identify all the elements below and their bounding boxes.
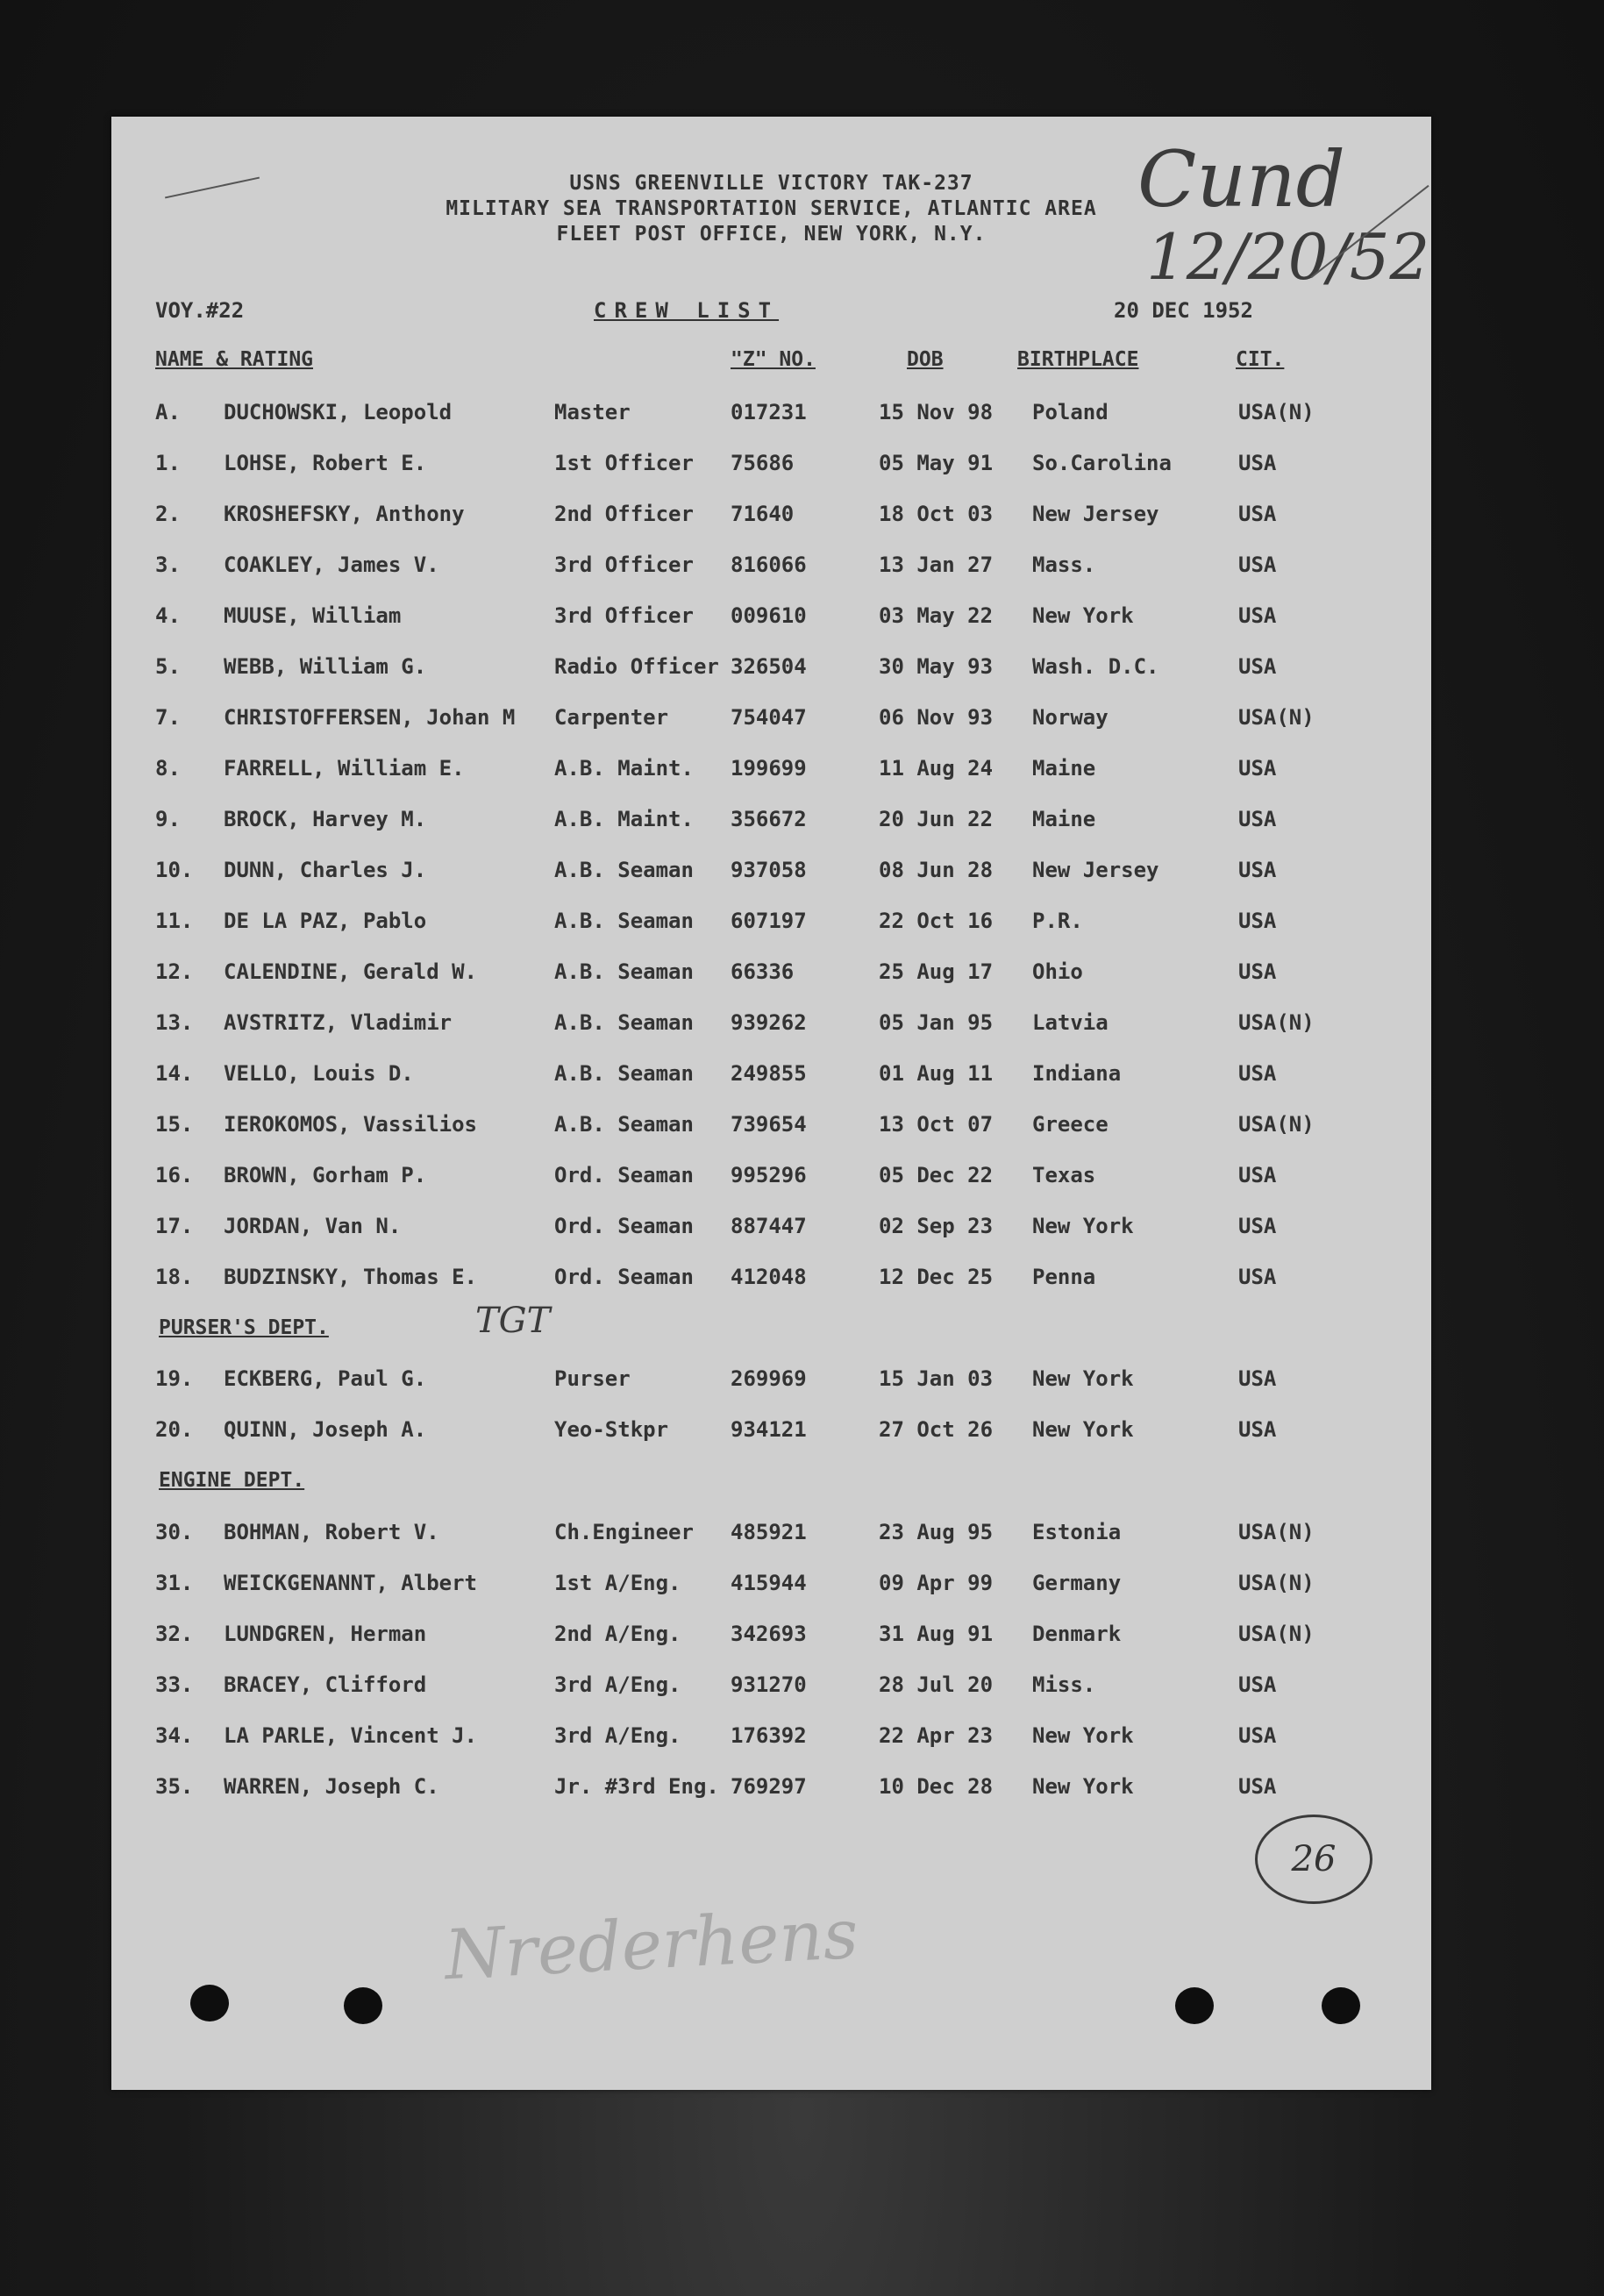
crew-rating: Ch.Engineer: [554, 1520, 694, 1544]
crew-num: 18.: [155, 1265, 194, 1289]
crew-dob: 05 Jan 95: [879, 1010, 994, 1035]
crew-name: WARREN, Joseph C.: [224, 1774, 439, 1799]
crew-z: 75686: [731, 451, 795, 475]
punch-hole: [1322, 1987, 1360, 2024]
crew-rating: Radio Officer: [554, 654, 719, 679]
crew-num: 9.: [155, 807, 181, 831]
crew-name: LOHSE, Robert E.: [224, 451, 427, 475]
crew-cit: USA: [1238, 959, 1277, 984]
crew-dob: 28 Jul 20: [879, 1672, 994, 1697]
crew-birthplace: Wash. D.C.: [1032, 654, 1159, 679]
crew-dob: 05 Dec 22: [879, 1163, 994, 1187]
crew-z: 412048: [731, 1265, 807, 1289]
crew-num: 15.: [155, 1112, 194, 1137]
crew-rating: A.B. Seaman: [554, 1112, 694, 1137]
crew-dob: 12 Dec 25: [879, 1265, 994, 1289]
crew-cit: USA(N): [1238, 1571, 1315, 1595]
crew-birthplace: So.Carolina: [1032, 451, 1172, 475]
crew-rating: A.B. Seaman: [554, 1010, 694, 1035]
crew-dob: 27 Oct 26: [879, 1417, 994, 1442]
crew-rating: Yeo-Stkpr: [554, 1417, 669, 1442]
crew-rating: Purser: [554, 1366, 631, 1391]
crew-num: 3.: [155, 553, 181, 577]
crew-name: DE LA PAZ, Pablo: [224, 909, 427, 933]
crew-row: [111, 756, 1431, 791]
list-date: 20 DEC 1952: [1114, 298, 1253, 323]
crew-name: ECKBERG, Paul G.: [224, 1366, 427, 1391]
crew-row: [111, 1366, 1431, 1401]
crew-z: 739654: [731, 1112, 807, 1137]
crew-row: [111, 1112, 1431, 1147]
crew-z: 176392: [731, 1723, 807, 1748]
crew-name: VELLO, Louis D.: [224, 1061, 414, 1086]
crew-z: 415944: [731, 1571, 807, 1595]
column-z-no: "Z" NO.: [731, 348, 816, 371]
crew-z: 769297: [731, 1774, 807, 1799]
crew-num: 31.: [155, 1571, 194, 1595]
crew-rating: A.B. Maint.: [554, 807, 694, 831]
handwritten-tgt: TGT: [475, 1301, 551, 1341]
crew-cit: USA: [1238, 1723, 1277, 1748]
crew-dob: 15 Nov 98: [879, 400, 994, 424]
crew-name: CHRISTOFFERSEN, Johan M: [224, 705, 516, 730]
crew-cit: USA(N): [1238, 1520, 1315, 1544]
crew-name: WEBB, William G.: [224, 654, 427, 679]
crew-num: 20.: [155, 1417, 194, 1442]
crew-num: 2.: [155, 502, 181, 526]
crew-num: A.: [155, 400, 181, 424]
header-line-3: FLEET POST OFFICE, NEW YORK, N.Y.: [556, 223, 987, 246]
crew-birthplace: Mass.: [1032, 553, 1096, 577]
crew-name: COAKLEY, James V.: [224, 553, 439, 577]
crew-z: 931270: [731, 1672, 807, 1697]
crew-row: [111, 1571, 1431, 1606]
crew-z: 887447: [731, 1214, 807, 1238]
list-title: CREW LIST: [594, 298, 780, 323]
crew-z: 66336: [731, 959, 795, 984]
crew-row: [111, 400, 1431, 435]
crew-num: 8.: [155, 756, 181, 781]
crew-dob: 10 Dec 28: [879, 1774, 994, 1799]
crew-cit: USA: [1238, 1417, 1277, 1442]
crew-name: BOHMAN, Robert V.: [224, 1520, 439, 1544]
crew-z: 249855: [731, 1061, 807, 1086]
crew-rating: A.B. Maint.: [554, 756, 694, 781]
crew-birthplace: New Jersey: [1032, 502, 1159, 526]
crew-row: [111, 807, 1431, 842]
crew-dob: 23 Aug 95: [879, 1520, 994, 1544]
crew-cit: USA: [1238, 1774, 1277, 1799]
crew-birthplace: Poland: [1032, 400, 1109, 424]
crew-cit: USA(N): [1238, 705, 1315, 730]
crew-cit: USA: [1238, 1265, 1277, 1289]
crew-name: KROSHEFSKY, Anthony: [224, 502, 465, 526]
crew-birthplace: P.R.: [1032, 909, 1083, 933]
crew-birthplace: Penna: [1032, 1265, 1096, 1289]
crew-cit: USA(N): [1238, 1010, 1315, 1035]
crew-row: [111, 705, 1431, 740]
crew-row: [111, 553, 1431, 588]
crew-dob: 05 May 91: [879, 451, 994, 475]
crew-cit: USA: [1238, 858, 1277, 882]
crew-z: 017231: [731, 400, 807, 424]
crew-dob: 13 Jan 27: [879, 553, 994, 577]
crew-z: 326504: [731, 654, 807, 679]
crew-birthplace: Estonia: [1032, 1520, 1122, 1544]
crew-birthplace: Maine: [1032, 807, 1096, 831]
crew-dob: 06 Nov 93: [879, 705, 994, 730]
voyage-number: VOY.#22: [155, 298, 245, 323]
crew-cit: USA: [1238, 502, 1277, 526]
crew-cit: USA: [1238, 603, 1277, 628]
crew-num: 13.: [155, 1010, 194, 1035]
crew-z: 995296: [731, 1163, 807, 1187]
crew-rating: A.B. Seaman: [554, 959, 694, 984]
handwritten-approval: Cund: [1137, 134, 1346, 225]
crew-dob: 22 Oct 16: [879, 909, 994, 933]
crew-birthplace: Denmark: [1032, 1622, 1122, 1646]
crew-rating: A.B. Seaman: [554, 1061, 694, 1086]
crew-cit: USA: [1238, 756, 1277, 781]
crew-name: DUNN, Charles J.: [224, 858, 427, 882]
crew-row: [111, 1163, 1431, 1198]
crew-rating: 3rd A/Eng.: [554, 1723, 681, 1748]
crew-row: [111, 451, 1431, 486]
crew-birthplace: New York: [1032, 1366, 1134, 1391]
crew-z: 939262: [731, 1010, 807, 1035]
crew-z: 342693: [731, 1622, 807, 1646]
crew-rating: 1st Officer: [554, 451, 694, 475]
crew-cit: USA(N): [1238, 1622, 1315, 1646]
crew-dob: 31 Aug 91: [879, 1622, 994, 1646]
crew-row: [111, 1774, 1431, 1809]
crew-row: [111, 1417, 1431, 1452]
crew-birthplace: Miss.: [1032, 1672, 1096, 1697]
crew-dob: 20 Jun 22: [879, 807, 994, 831]
punch-hole: [1175, 1987, 1214, 2024]
crew-row: [111, 1265, 1431, 1300]
crew-birthplace: Texas: [1032, 1163, 1096, 1187]
column-name-rating: NAME & RATING: [155, 348, 314, 371]
crew-name: IEROKOMOS, Vassilios: [224, 1112, 477, 1137]
crew-num: 34.: [155, 1723, 194, 1748]
crew-birthplace: New York: [1032, 1723, 1134, 1748]
crew-num: 11.: [155, 909, 194, 933]
crew-name: DUCHOWSKI, Leopold: [224, 400, 453, 424]
crew-z: 356672: [731, 807, 807, 831]
crew-name: BUDZINSKY, Thomas E.: [224, 1265, 477, 1289]
crew-row: [111, 502, 1431, 537]
crew-rating: 3rd Officer: [554, 553, 694, 577]
crew-rating: A.B. Seaman: [554, 858, 694, 882]
crew-name: LUNDGREN, Herman: [224, 1622, 427, 1646]
crew-rating: Ord. Seaman: [554, 1163, 694, 1187]
crew-cit: USA(N): [1238, 400, 1315, 424]
crew-name: JORDAN, Van N.: [224, 1214, 402, 1238]
crew-row: [111, 1520, 1431, 1555]
crew-name: BRACEY, Clifford: [224, 1672, 427, 1697]
crew-name: QUINN, Joseph A.: [224, 1417, 427, 1442]
crew-z: 199699: [731, 756, 807, 781]
crew-row: [111, 1214, 1431, 1249]
crew-cit: USA: [1238, 1163, 1277, 1187]
engine-dept-heading: ENGINE DEPT.: [159, 1469, 305, 1492]
crew-cit: USA: [1238, 553, 1277, 577]
crew-row: [111, 1672, 1431, 1708]
crew-num: 4.: [155, 603, 181, 628]
pursers-dept-heading: PURSER'S DEPT.: [159, 1316, 329, 1339]
punch-hole: [344, 1987, 382, 2024]
crew-birthplace: Greece: [1032, 1112, 1109, 1137]
crew-birthplace: Latvia: [1032, 1010, 1109, 1035]
column-birthplace: BIRTHPLACE: [1017, 348, 1139, 371]
crew-z: 937058: [731, 858, 807, 882]
crew-dob: 30 May 93: [879, 654, 994, 679]
crew-cit: USA: [1238, 1672, 1277, 1697]
crew-birthplace: New York: [1032, 1417, 1134, 1442]
crew-name: WEICKGENANNT, Albert: [224, 1571, 477, 1595]
crew-z: 009610: [731, 603, 807, 628]
crew-num: 7.: [155, 705, 181, 730]
crew-dob: 02 Sep 23: [879, 1214, 994, 1238]
crew-num: 19.: [155, 1366, 194, 1391]
crew-rating: 2nd Officer: [554, 502, 694, 526]
crew-name: MUUSE, William: [224, 603, 402, 628]
crew-birthplace: Maine: [1032, 756, 1096, 781]
crew-birthplace: New York: [1032, 1774, 1134, 1799]
crew-rating: Ord. Seaman: [554, 1214, 694, 1238]
crew-name: BROCK, Harvey M.: [224, 807, 427, 831]
crew-name: LA PARLE, Vincent J.: [224, 1723, 477, 1748]
crew-birthplace: Ohio: [1032, 959, 1083, 984]
crew-rating: Ord. Seaman: [554, 1265, 694, 1289]
crew-rating: 3rd Officer: [554, 603, 694, 628]
crew-birthplace: Germany: [1032, 1571, 1122, 1595]
crew-num: 14.: [155, 1061, 194, 1086]
crew-cit: USA: [1238, 909, 1277, 933]
crew-num: 10.: [155, 858, 194, 882]
column-dob: DOB: [907, 348, 944, 371]
crew-z: 71640: [731, 502, 795, 526]
crew-cit: USA: [1238, 1366, 1277, 1391]
crew-rating: Carpenter: [554, 705, 669, 730]
crew-row: [111, 858, 1431, 893]
crew-dob: 18 Oct 03: [879, 502, 994, 526]
crew-num: 17.: [155, 1214, 194, 1238]
page-number-circled: [1255, 1815, 1372, 1904]
crew-num: 1.: [155, 451, 181, 475]
crew-rating: Jr. #3rd Eng.: [554, 1774, 719, 1799]
crew-z: 485921: [731, 1520, 807, 1544]
crew-dob: 25 Aug 17: [879, 959, 994, 984]
crew-dob: 13 Oct 07: [879, 1112, 994, 1137]
crew-row: [111, 603, 1431, 638]
crew-cit: USA: [1238, 1061, 1277, 1086]
crew-z: 269969: [731, 1366, 807, 1391]
crew-cit: USA(N): [1238, 1112, 1315, 1137]
crew-birthplace: Indiana: [1032, 1061, 1122, 1086]
crew-cit: USA: [1238, 654, 1277, 679]
crew-row: [111, 1010, 1431, 1045]
punch-hole: [190, 1985, 229, 2021]
crew-num: 30.: [155, 1520, 194, 1544]
crew-dob: 08 Jun 28: [879, 858, 994, 882]
crew-rating: A.B. Seaman: [554, 909, 694, 933]
crew-row: [111, 959, 1431, 995]
crew-cit: USA: [1238, 451, 1277, 475]
crew-row: [111, 909, 1431, 944]
page-number: 26: [1291, 1839, 1337, 1879]
crew-num: 35.: [155, 1774, 194, 1799]
crew-num: 32.: [155, 1622, 194, 1646]
crew-name: AVSTRITZ, Vladimir: [224, 1010, 453, 1035]
crew-cit: USA: [1238, 807, 1277, 831]
faint-signature: Nrederhens: [442, 1894, 860, 1996]
header-line-2: MILITARY SEA TRANSPORTATION SERVICE, ATLANTIC AREA: [446, 197, 1097, 220]
crew-row: [111, 1622, 1431, 1657]
crew-dob: 09 Apr 99: [879, 1571, 994, 1595]
crew-rating: 3rd A/Eng.: [554, 1672, 681, 1697]
crew-dob: 15 Jan 03: [879, 1366, 994, 1391]
crew-birthplace: New York: [1032, 603, 1134, 628]
crew-dob: 11 Aug 24: [879, 756, 994, 781]
crew-dob: 03 May 22: [879, 603, 994, 628]
crew-rating: 2nd A/Eng.: [554, 1622, 681, 1646]
crew-z: 934121: [731, 1417, 807, 1442]
crew-name: CALENDINE, Gerald W.: [224, 959, 477, 984]
column-cit: CIT.: [1236, 348, 1285, 371]
crew-num: 16.: [155, 1163, 194, 1187]
crew-list-document: [111, 117, 1431, 2090]
header-line-1: USNS GREENVILLE VICTORY TAK-237: [569, 172, 973, 195]
crew-cit: USA: [1238, 1214, 1277, 1238]
crew-num: 5.: [155, 654, 181, 679]
crew-dob: 22 Apr 23: [879, 1723, 994, 1748]
crew-rating: 1st A/Eng.: [554, 1571, 681, 1595]
crew-row: [111, 654, 1431, 689]
crew-name: FARRELL, William E.: [224, 756, 465, 781]
crew-dob: 01 Aug 11: [879, 1061, 994, 1086]
crew-birthplace: New Jersey: [1032, 858, 1159, 882]
crew-row: [111, 1061, 1431, 1096]
crew-birthplace: New York: [1032, 1214, 1134, 1238]
crew-num: 33.: [155, 1672, 194, 1697]
handwritten-approval-date: 12/20/52: [1146, 220, 1430, 294]
crew-birthplace: Norway: [1032, 705, 1109, 730]
crew-z: 754047: [731, 705, 807, 730]
crew-z: 816066: [731, 553, 807, 577]
crew-row: [111, 1723, 1431, 1758]
crew-rating: Master: [554, 400, 631, 424]
crew-name: BROWN, Gorham P.: [224, 1163, 427, 1187]
crew-num: 12.: [155, 959, 194, 984]
crew-z: 607197: [731, 909, 807, 933]
